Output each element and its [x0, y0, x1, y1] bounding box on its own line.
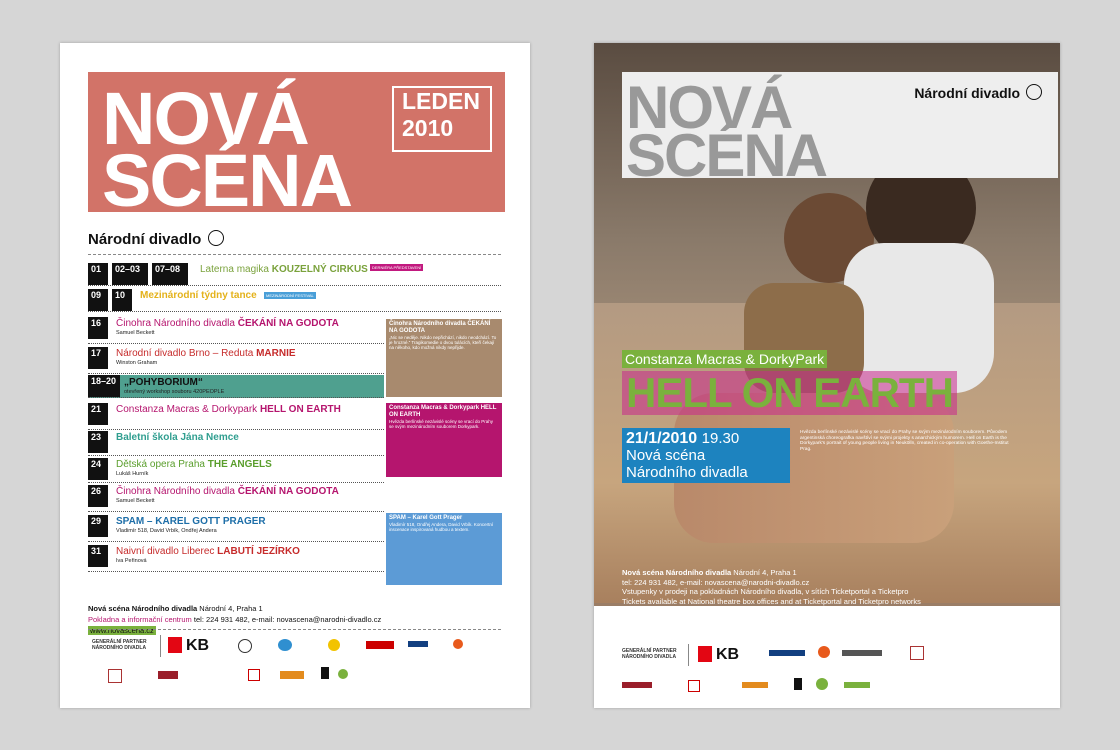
sponsor-logo-icon [688, 680, 700, 692]
date-box: 26 [88, 485, 108, 507]
program-row [88, 261, 501, 286]
event-title: Naivní divadlo Liberec LABUTÍ JEZÍRKO [116, 546, 300, 557]
program-row [88, 483, 384, 512]
program-row [88, 401, 384, 430]
month-label: LEDEN [402, 88, 480, 114]
program-row [88, 513, 384, 542]
side-info-box: SPAM – Karel Gott Prager Vladimír 518, Ondřej Andera, David Vrbík. Koncertní inscenace inspirovaná hudbou a textem. [386, 513, 502, 585]
date-box: 01 [88, 263, 108, 285]
date-box: 18–20 [88, 375, 120, 397]
date-box: 02–03 [112, 263, 148, 285]
title-line-1: NOVÁ [102, 77, 308, 160]
troupe-name: Constanza Macras & DorkyPark [622, 350, 827, 368]
sponsor-logo-icon [108, 669, 122, 683]
event-title: Národní divadlo Brno – Reduta MARNIE [116, 348, 296, 359]
program-row [88, 375, 384, 398]
sponsor-logo-icon [910, 646, 924, 660]
poster-header [88, 72, 505, 222]
sponsor-logo-icon [280, 671, 304, 679]
event-subtitle: Iva Peřinová [116, 558, 147, 564]
sponsor-strip [88, 633, 505, 693]
january-program-poster [60, 43, 530, 708]
date-box: 31 [88, 545, 108, 567]
show-time: 19.30 [701, 430, 740, 447]
kb-logo-text: KB [186, 637, 210, 654]
program-row [88, 543, 384, 572]
divider [88, 629, 501, 630]
event-chip: DERNIÉRA PŘEDSTAVENÍ [372, 265, 422, 270]
title-line-2: SCÉNA [102, 139, 352, 222]
partner-label: GENERÁLNÍ PARTNER NÁRODNÍHO DIVADLA [622, 648, 677, 660]
date-box: 23 [88, 431, 108, 453]
show-description: Hvězda berlínské nezávislé scény se vrací do Prahy se svým mezinárodním souborem. Původem argentinská choreografka navštíví se svými projekty s anarchickým humorem. Hell on Earth is the Dorkypark's portrait of young people living in Neukölln, created in co-operation with Goethe-Institut Prag. [800, 430, 1009, 452]
sponsor-logo-icon [366, 641, 394, 649]
sponsor-logo-icon [248, 669, 260, 681]
side-info-box: Činohra Národního divadla ČEKÁNÍ NA GODOTA „Nic se neděje. Nikdo nepřichází, nikdo neodchází. To je hrozné.“ Tragikomedie o dvou tulácích, kteří čekají na někoho, kdo možná nikdy nepřijde. [386, 319, 502, 397]
event-title: Mezinárodní týdny tance [140, 290, 257, 301]
program-row [88, 429, 384, 456]
month-box [392, 86, 492, 152]
event-subtitle: Lukáš Hurník [116, 471, 149, 477]
program-row [88, 315, 384, 344]
title-line-1: NOVÁ [626, 74, 792, 141]
event-title: Baletní škola Jána Nemce [116, 432, 239, 443]
footer-contact: Nová scéna Národního divadla Národní 4, Praha 1 tel: 224 931 482, e-mail: novascena@narodni-divadlo.cz Vstupenky v prodeji na pokladnách Národního divadla, v sítích Ticketportal a Ticketpro Tickets available at National theatre box offices and at Ticketportal and Ticketpro networks [622, 568, 1042, 616]
date-box: 07–08 [152, 263, 188, 285]
date-venue-block [622, 428, 790, 483]
title-line-2: SCÉNA [626, 122, 827, 189]
date-box: 16 [88, 317, 108, 339]
event-subtitle: otevřený workshop souboru 420PEOPLE [124, 389, 225, 395]
theatre-emblem-icon [208, 230, 224, 246]
date-box: 09 [88, 289, 108, 311]
venue-line-1: Nová scéna [626, 447, 706, 464]
kb-logo-text: KB [716, 646, 740, 663]
venue-line-2: Národního divadla [626, 464, 748, 481]
sponsor-logo-icon [742, 682, 768, 688]
brand-logo: Národní divadlo [88, 230, 226, 248]
brand-logo: Národní divadlo [914, 84, 1044, 101]
sponsor-logo-icon [278, 639, 292, 651]
date-box: 10 [112, 289, 132, 311]
theatre-emblem-icon [1026, 84, 1042, 100]
sponsor-logo-icon [158, 671, 178, 679]
kb-logo-icon [168, 637, 182, 653]
sponsor-logo-icon [844, 682, 870, 688]
event-chip: MEZINÁRODNÍ FESTIVAL [266, 293, 314, 298]
sponsor-logo-icon [818, 646, 830, 658]
event-subtitle: Samuel Beckett [116, 330, 155, 336]
sponsor-logo-icon [816, 678, 828, 690]
sponsor-logo-icon [453, 639, 463, 649]
event-title: Činohra Národního divadla ČEKÁNÍ NA GODOTA [116, 318, 339, 329]
year-label: 2010 [402, 115, 454, 141]
date-box: 17 [88, 347, 108, 369]
sponsor-logo-icon [321, 667, 329, 679]
sponsor-logo-icon [794, 678, 802, 690]
program-row [88, 456, 384, 483]
side-info-box: Constanza Macras & Dorkypark HELL ON EARTH Hvězda berlínské nezávislé scény se vrací do Prahy se svým mezinárodním souborem Dorkypark. [386, 403, 502, 477]
sponsor-strip [594, 606, 1060, 708]
show-title: HELL ON EARTH [622, 371, 957, 415]
sponsor-logo-icon [328, 639, 340, 651]
kb-logo-icon [698, 646, 712, 662]
program-row [88, 345, 384, 374]
sponsor-logo-icon [408, 641, 428, 647]
event-title: Laterna magika KOUZELNÝ CIRKUS [200, 264, 368, 275]
event-subtitle: Samuel Beckett [116, 498, 155, 504]
event-title: Dětská opera Praha THE ANGELS [116, 459, 272, 470]
sponsor-logo-icon [622, 682, 652, 688]
date-box: 21 [88, 403, 108, 425]
date-box: 29 [88, 515, 108, 537]
sponsor-logo-icon [842, 650, 882, 656]
footer-contact: Nová scéna Národního divadla Národní 4, Praha 1 Pokladna a informační centrum tel: 224 931 482, e-mail: novascena@narodni-divadlo.cz www.novascena.cz [88, 604, 382, 635]
hell-on-earth-poster [594, 43, 1060, 708]
website-label: www.novascena.cz [90, 626, 154, 635]
poster-header [622, 72, 1058, 189]
event-subtitle: Winston Graham [116, 360, 158, 366]
event-title: SPAM – KAREL GOTT PRAGER [116, 516, 266, 527]
divider [88, 254, 501, 255]
sponsor-logo-icon [238, 639, 252, 653]
sponsor-logo-icon [769, 650, 805, 656]
sponsor-logo-icon [338, 669, 348, 679]
event-title: „POHYBORIUM“ [124, 377, 203, 388]
event-subtitle: Vladimír 518, David Vrbík, Ondřej Andera [116, 528, 217, 534]
date-box: 24 [88, 458, 108, 480]
show-date: 21/1/2010 [626, 430, 698, 447]
event-title: Činohra Národního divadla ČEKÁNÍ NA GODOTA [116, 486, 339, 497]
partner-label: GENERÁLNÍ PARTNER NÁRODNÍHO DIVADLA [92, 639, 147, 651]
program-row [88, 287, 501, 312]
event-title: Constanza Macras & Dorkypark HELL ON EARTH [116, 404, 341, 415]
